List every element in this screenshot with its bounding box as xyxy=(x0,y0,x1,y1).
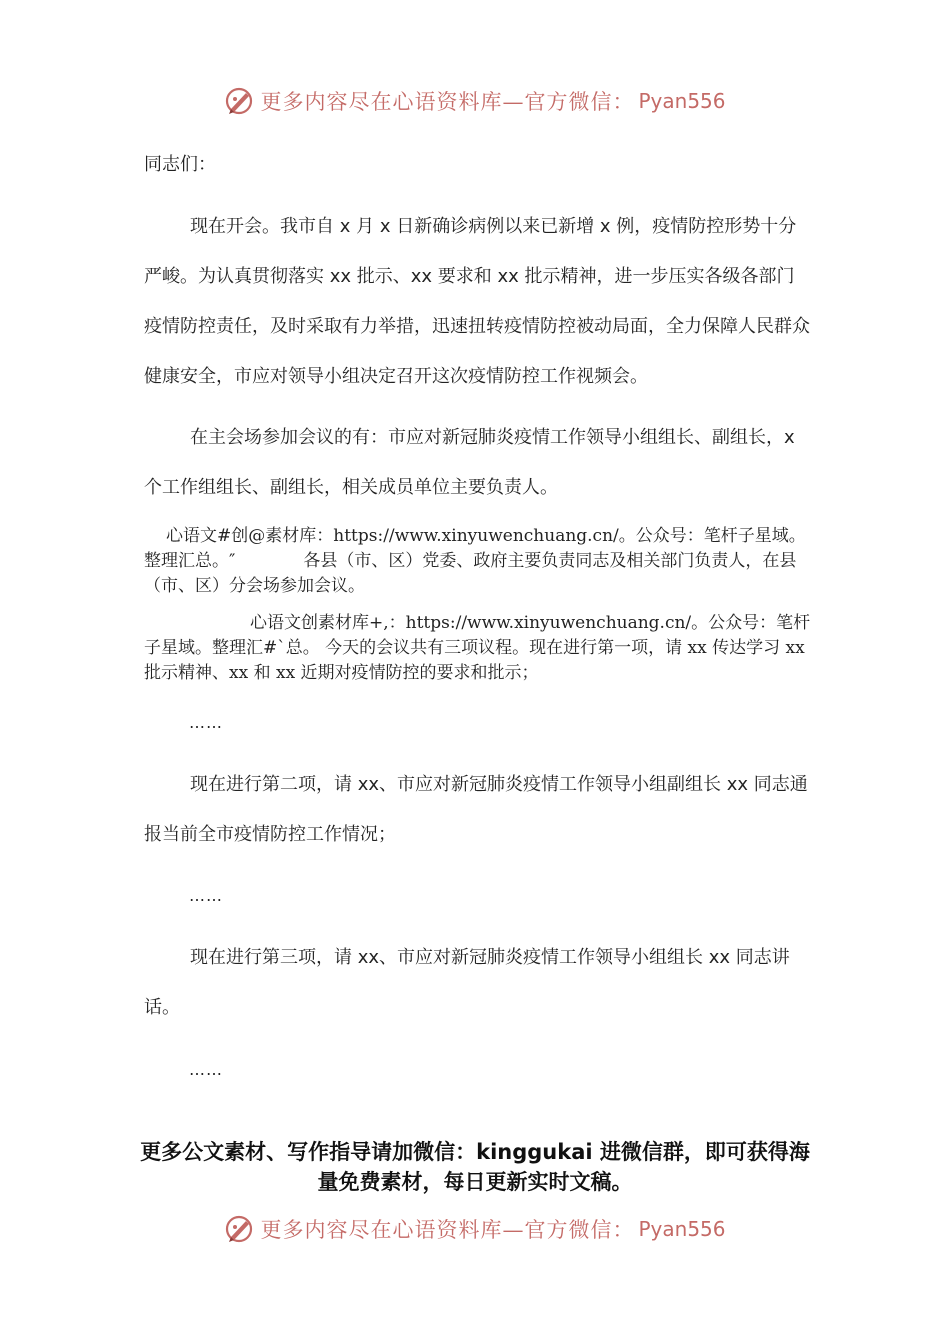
banner-text: 更多内容尽在心语资料库—官方微信： xyxy=(260,90,635,114)
banner-text: 更多内容尽在心语资料库—官方微信： xyxy=(260,1218,635,1242)
paragraph-agenda-item-3: 现在进行第三项，请 xx、市应对新冠肺炎疫情工作领导小组组长 xx 同志讲话。 xyxy=(144,947,790,1018)
salutation: 同志们： xyxy=(144,154,216,175)
pen-logo-icon xyxy=(224,1214,254,1244)
paragraph-agenda-item-1: 心语文创素材库+,：https://www.xinyuwenchuang.cn/。公众号：笔杆子星域。整理汇#`总。 今天的会议共有三项议程。现在进行第一项，请 xx 传达学习 xx 批示精神、xx 和 xx 近期对疫情防控的要求和批示； xyxy=(144,613,811,683)
banner-wechat-id: Pyan556 xyxy=(638,89,726,113)
footer-notice: 更多公文素材、写作指导请加微信：kinggukai 进微信群，即可获得海量免费素材，每日更新实时文稿。 xyxy=(140,1140,810,1194)
paragraph-county-attendees: 心语文#创@素材库：https://www.xinyuwenchuang.cn/。公众号：笔杆子星域。整理汇总。″ 各县（市、区）党委、政府主要负责同志及相关部门负责人，在县（市、区）分会场参加会议。 xyxy=(144,526,806,596)
banner-wechat-id: Pyan556 xyxy=(638,1217,726,1241)
ellipsis: …… xyxy=(189,1060,223,1079)
ellipsis: …… xyxy=(189,886,223,905)
header-banner xyxy=(0,86,950,116)
paragraph-attendees: 在主会场参加会议的有：市应对新冠肺炎疫情工作领导小组组长、副组长，x 个工作组组长、副组长，相关成员单位主要负责人。 xyxy=(144,427,795,498)
paragraph-opening: 现在开会。我市自 x 月 x 日新确诊病例以来已新增 x 例，疫情防控形势十分严峻。为认真贯彻落实 xx 批示、xx 要求和 xx 批示精神，进一步压实各级各部门疫情防控责任，及时采取有力举措，迅速扭转疫情防控被动局面，全力保障人民群众健康安全，市应对领导小组决定召开这次疫情防控工作视频会。 xyxy=(144,216,810,387)
ellipsis: …… xyxy=(189,713,223,732)
paragraph-agenda-item-2: 现在进行第二项，请 xx、市应对新冠肺炎疫情工作领导小组副组长 xx 同志通报当前全市疫情防控工作情况； xyxy=(144,774,808,845)
footer-banner xyxy=(0,1214,950,1244)
pen-logo-icon xyxy=(224,86,254,116)
